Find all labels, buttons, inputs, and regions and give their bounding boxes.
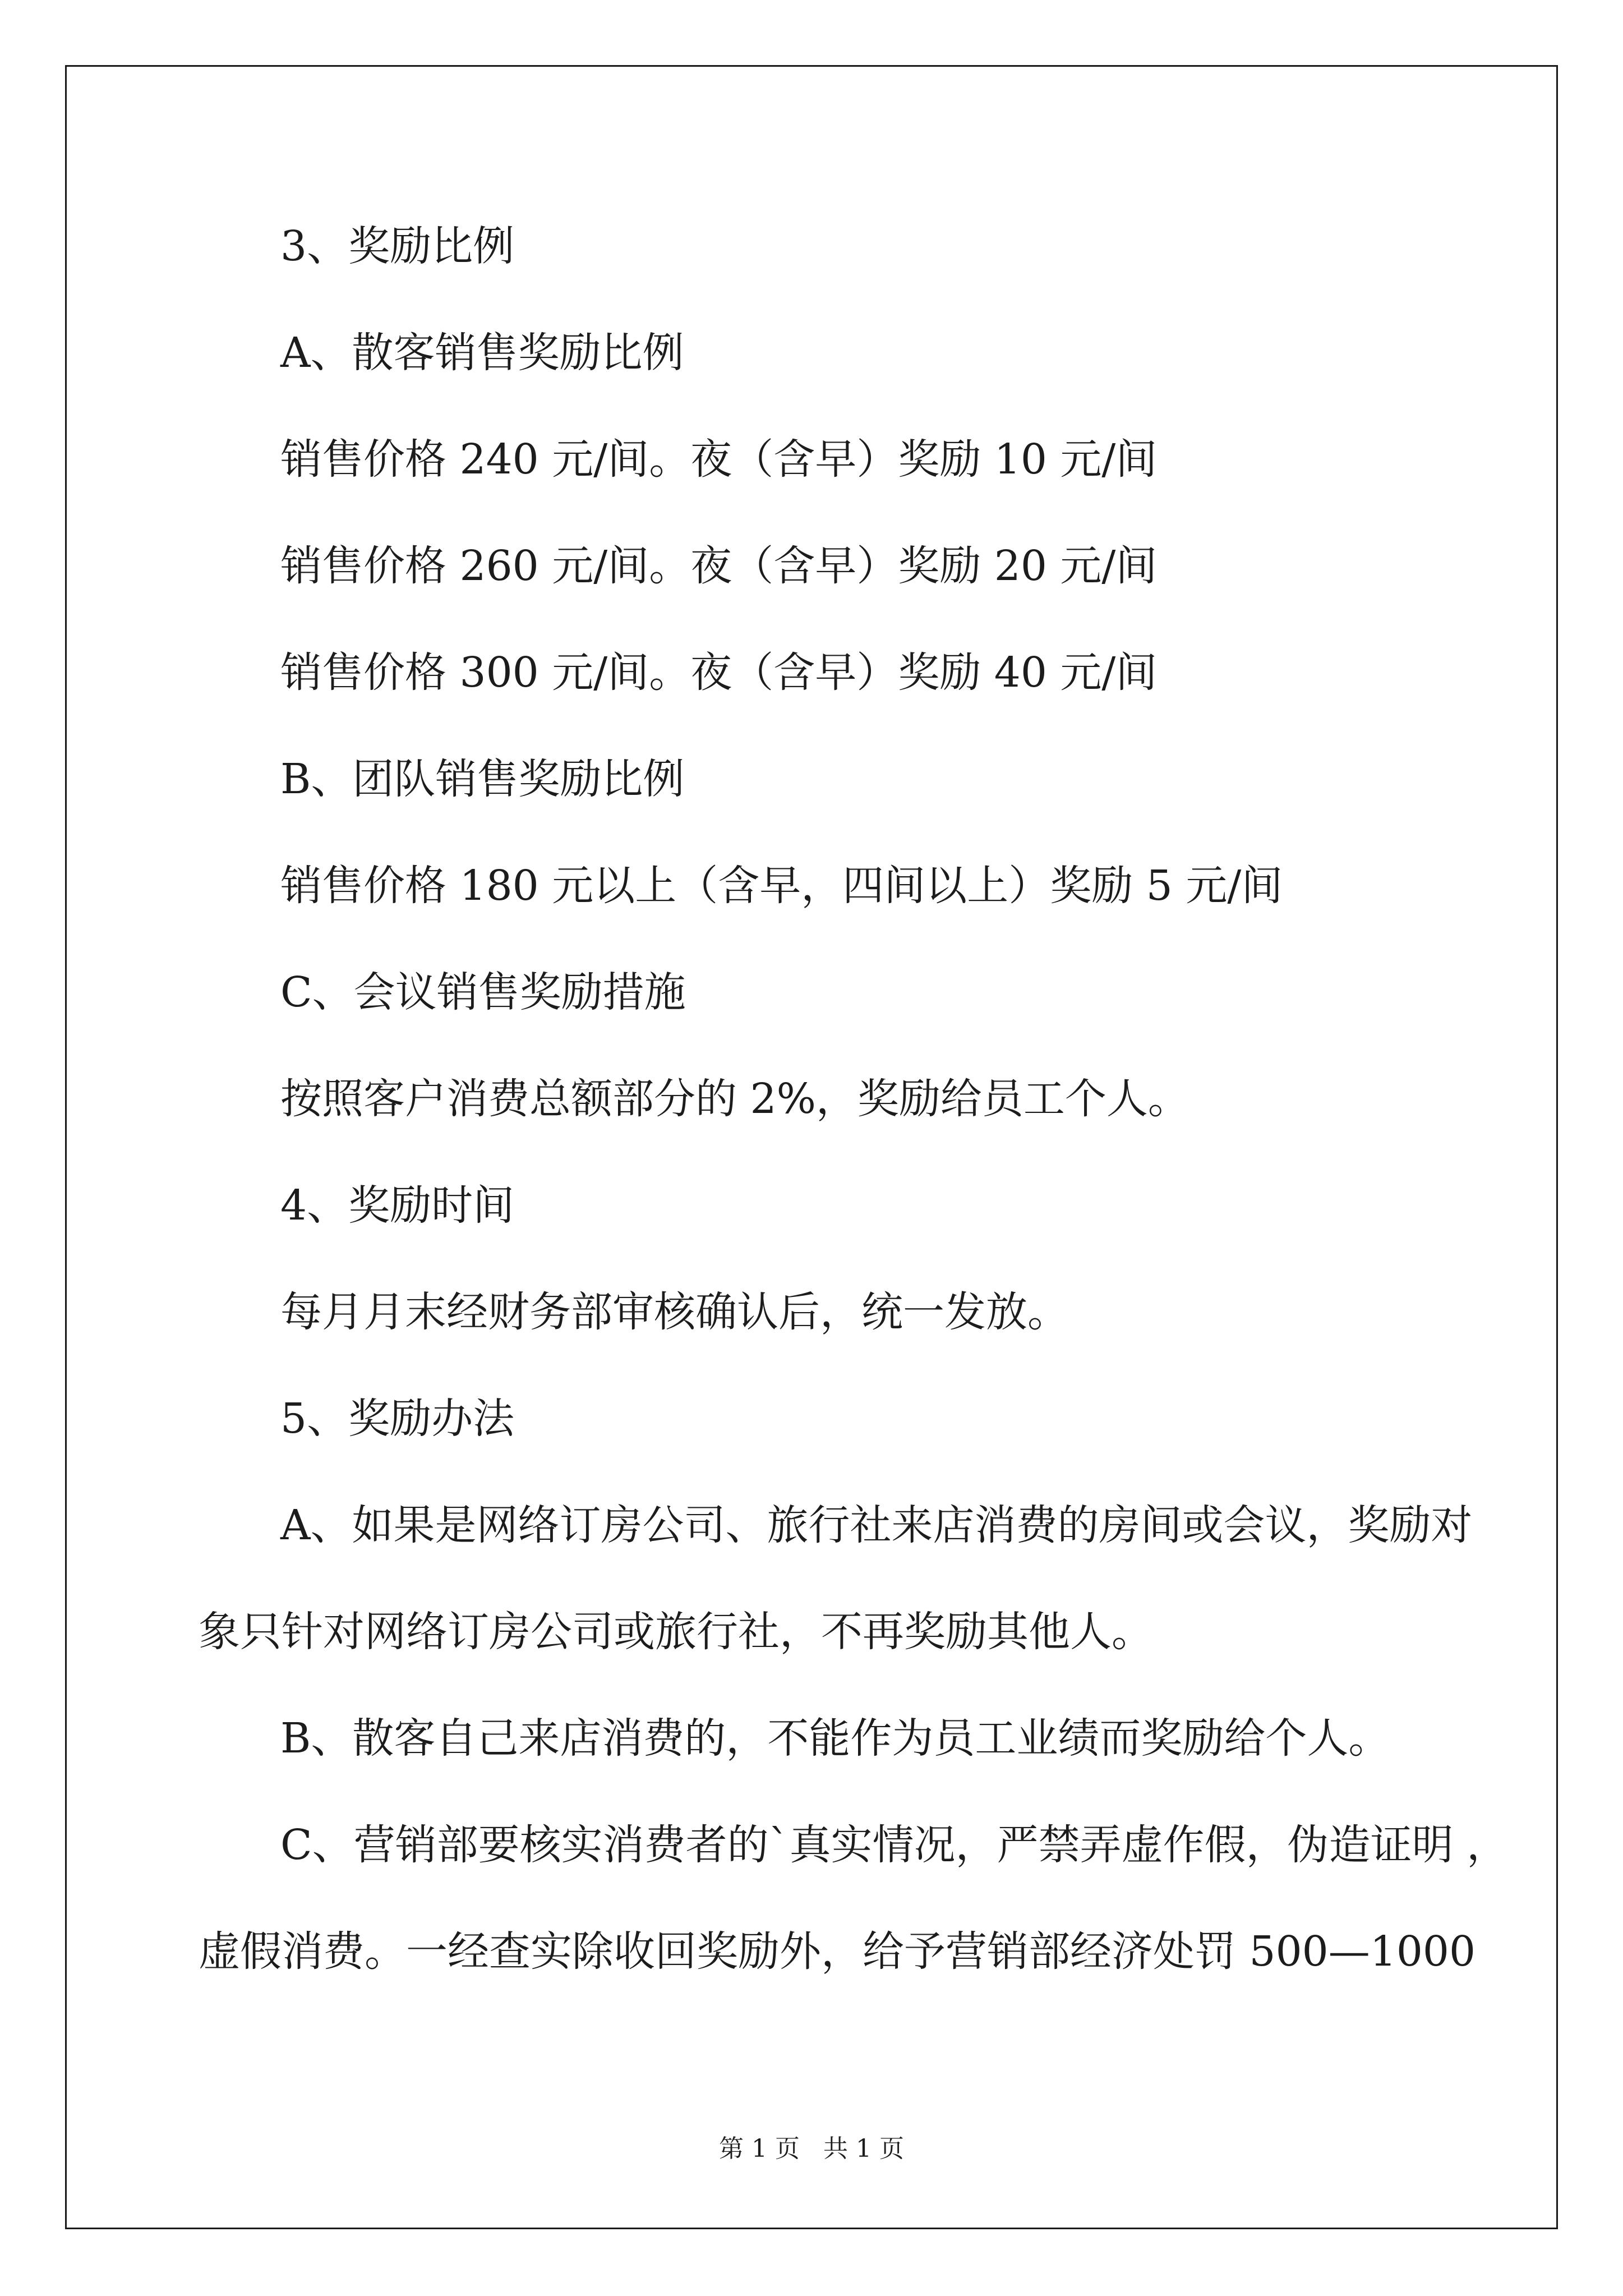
heading-5-reward-method: 5、奖励办法 (280, 1395, 515, 1443)
page-border (65, 65, 1558, 2229)
paragraph-method-c-line2: 虚假消费。一经查实除收回奖励外，给予营销部经济处罚 500—1000 (199, 1927, 1476, 1976)
paragraph-meeting-reward: 按照客户消费总额部分的 2%，奖励给员工个人。 (280, 1075, 1189, 1123)
subheading-c-meeting-sales: C、会议销售奖励措施 (280, 968, 686, 1016)
heading-3-reward-ratio: 3、奖励比例 (280, 222, 515, 270)
paragraph-price-260: 销售价格 260 元/间。夜（含早）奖励 20 元/间 (280, 542, 1158, 590)
paragraph-method-c-line1: C、营销部要核实消费者的`真实情况，严禁弄虚作假，伪造证明 ， (280, 1821, 1509, 1869)
paragraph-method-b: B、散客自己来店消费的，不能作为员工业绩而奖励给个人。 (280, 1714, 1390, 1763)
paragraph-method-a-line1: A、如果是网络订房公司、旅行社来店消费的房间或会议，奖励对 (280, 1501, 1473, 1549)
paragraph-price-180: 销售价格 180 元以上（含早，四间以上）奖励 5 元/间 (280, 862, 1283, 910)
subheading-b-group-sales: B、团队销售奖励比例 (280, 755, 685, 803)
subheading-a-individual-sales: A、散客销售奖励比例 (280, 329, 684, 377)
page-number-footer: 第 1 页 共 1 页 (719, 2134, 904, 2163)
paragraph-monthly-payout: 每月月末经财务部审核确认后，统一发放。 (280, 1288, 1069, 1336)
paragraph-price-300: 销售价格 300 元/间。夜（含早）奖励 40 元/间 (280, 648, 1158, 697)
heading-4-reward-time: 4、奖励时间 (280, 1181, 515, 1230)
paragraph-price-240: 销售价格 240 元/间。夜（含早）奖励 10 元/间 (280, 435, 1158, 484)
paragraph-method-a-line2: 象只针对网络订房公司或旅行社，不再奖励其他人。 (199, 1608, 1153, 1656)
